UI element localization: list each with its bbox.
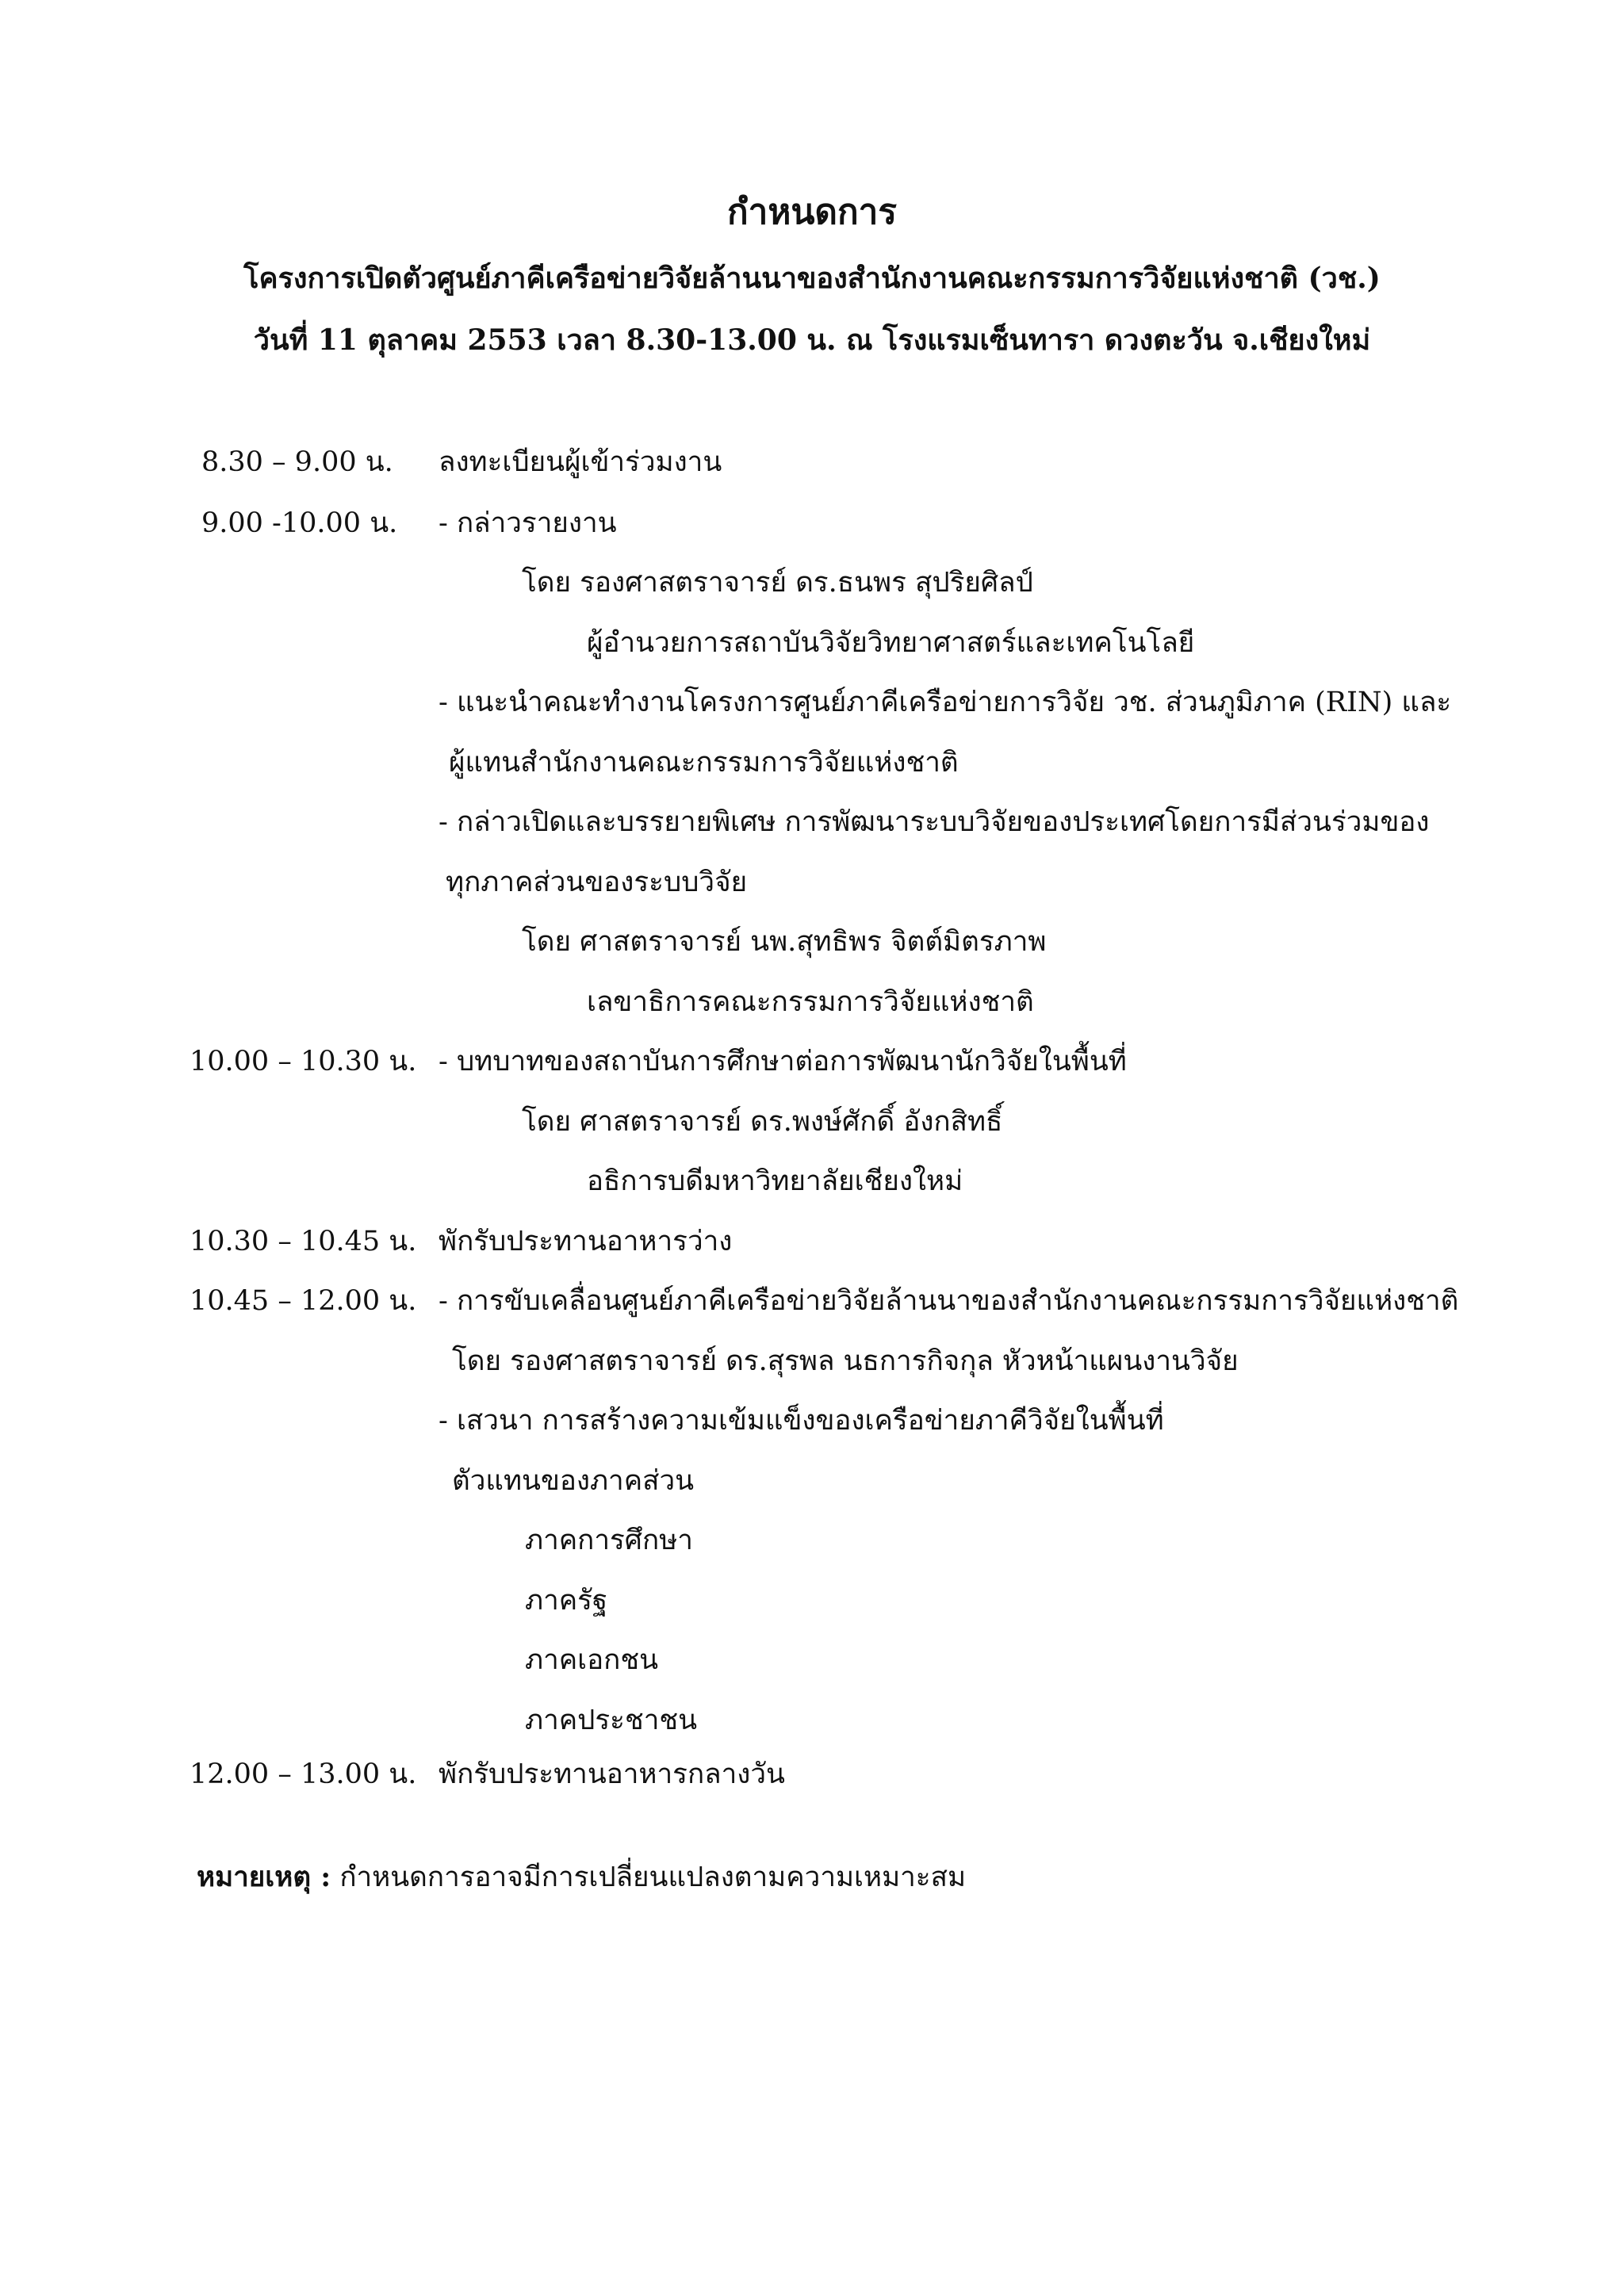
schedule-time-2: 9.00 -10.00 น.	[201, 507, 398, 539]
agenda-line: โดย รองศาสตราจารย์ ดร.สุรพล นธการกิจกุล หัวหน้าแผนงานวิจัย	[452, 1345, 1239, 1377]
agenda-line: ตัวแทนของภาคส่วน	[452, 1465, 695, 1497]
agenda-line: โดย ศาสตราจารย์ นพ.สุทธิพร จิตต์มิตรภาพ	[522, 926, 1047, 958]
agenda-line: - การขับเคลื่อนศูนย์ภาคีเครือข่ายวิจัยล้านนาของสำนักงานคณะกรรมการวิจัยแห่งชาติ	[439, 1285, 1459, 1317]
remark-text: กำหนดการอาจมีการเปลี่ยนแปลงตามความเหมาะสม	[331, 1862, 967, 1893]
agenda-line: โดย รองศาสตราจารย์ ดร.ธนพร สุปริยศิลป์	[522, 567, 1033, 599]
schedule-time-5: 10.45 – 12.00 น.	[190, 1285, 417, 1317]
agenda-line: ทุกภาคส่วนของระบบวิจัย	[446, 867, 748, 898]
agenda-line: ผู้แทนสำนักงานคณะกรรมการวิจัยแห่งชาติ	[449, 747, 959, 779]
agenda-line: ภาคเอกชน	[525, 1644, 658, 1676]
schedule-time-4: 10.30 – 10.45 น.	[190, 1226, 417, 1257]
agenda-line: - กล่าวเปิดและบรรยายพิเศษ การพัฒนาระบบวิจัยของประเทศโดยการมีส่วนร่วมของ	[439, 806, 1430, 838]
schedule-time-3: 10.00 – 10.30 น.	[190, 1046, 417, 1077]
remark-label: หมายเหตุ :	[197, 1861, 331, 1893]
agenda-line: - เสวนา การสร้างความเข้มแข็งของเครือข่ายภาคีวิจัยในพื้นที่	[439, 1405, 1164, 1437]
remark-note	[197, 1859, 966, 1896]
agenda-line: อธิการบดีมหาวิทยาลัยเชียงใหม่	[587, 1165, 963, 1197]
project-subtitle: โครงการเปิดตัวศูนย์ภาคีเครือข่ายวิจัยล้านนาของสำนักงานคณะกรรมการวิจัยแห่งชาติ (วช.)	[243, 262, 1381, 295]
document-title: กำหนดการ	[727, 192, 897, 232]
agenda-line: - แนะนำคณะทำงานโครงการศูนย์ภาคีเครือข่ายการวิจัย วช. ส่วนภูมิภาค (RIN) และ	[439, 687, 1452, 718]
schedule-time-6: 12.00 – 13.00 น.	[190, 1758, 417, 1790]
agenda-line: พักรับประทานอาหารกลางวัน	[439, 1758, 785, 1790]
agenda-line: พักรับประทานอาหารว่าง	[439, 1226, 733, 1257]
agenda-line: - บทบาทของสถาบันการศึกษาต่อการพัฒนานักวิจัยในพื้นที่	[439, 1046, 1127, 1077]
agenda-line: เลขาธิการคณะกรรมการวิจัยแห่งชาติ	[587, 986, 1034, 1018]
agenda-line: - กล่าวรายงาน	[439, 507, 617, 539]
agenda-line: ลงทะเบียนผู้เข้าร่วมงาน	[439, 446, 722, 478]
schedule-time-1: 8.30 – 9.00 น.	[201, 446, 393, 478]
agenda-line: ผู้อำนวยการสถาบันวิจัยวิทยาศาสตร์และเทคโนโลยี	[587, 627, 1195, 659]
date-venue-line: วันที่ 11 ตุลาคม 2553 เวลา 8.30-13.00 น. ณ โรงแรมเซ็นทารา ดวงตะวัน จ.เชียงใหม่	[253, 323, 1371, 357]
agenda-line: ภาคการศึกษา	[525, 1525, 693, 1556]
agenda-line: ภาครัฐ	[525, 1585, 608, 1617]
agenda-line: ภาคประชาชน	[525, 1705, 698, 1736]
agenda-line: โดย ศาสตราจารย์ ดร.พงษ์ศักดิ์ อังกสิทธิ์	[522, 1106, 1003, 1138]
